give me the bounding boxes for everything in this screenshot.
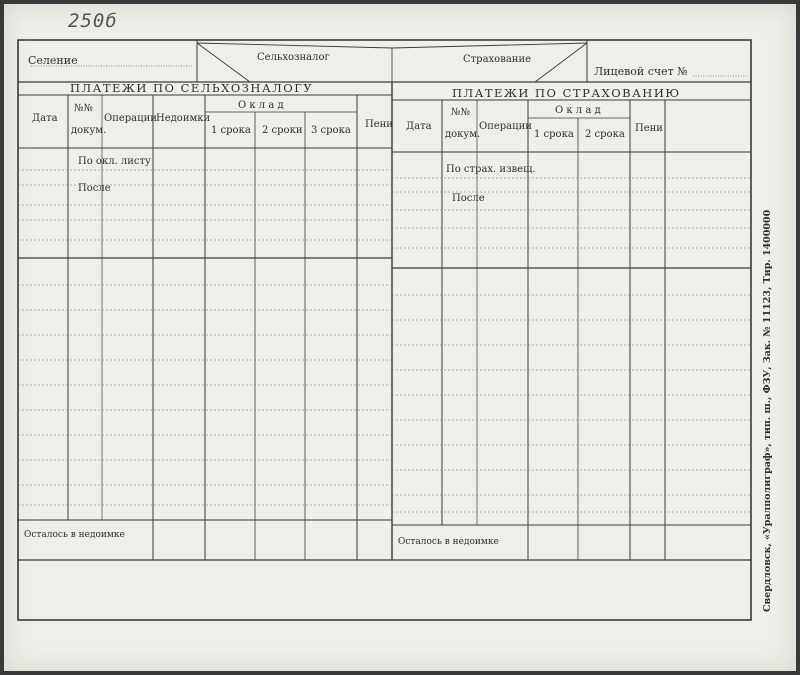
left-col-date: Дата <box>32 113 58 124</box>
left-row-by-salary-list: По окл. листу <box>78 156 151 167</box>
left-col-penalty: Пени <box>365 119 393 130</box>
right-col-operations: Операции <box>479 121 532 132</box>
left-col-term1: 1 срока <box>211 125 251 136</box>
left-col-salary-group: О к л а д <box>238 100 284 111</box>
right-col-doc-no: №№ <box>451 107 470 118</box>
right-col-term1: 1 срока <box>534 129 574 140</box>
right-col-penalty: Пени <box>635 123 663 134</box>
agri-tax-label: Сельхозналог <box>257 52 330 63</box>
village-label: Селение <box>28 54 78 67</box>
left-col-operations: Операции <box>104 113 157 124</box>
left-footer-remaining: Осталось в недоимке <box>24 530 125 540</box>
right-col-term2: 2 срока <box>585 129 625 140</box>
right-col-salary-group: О к л а д <box>555 105 601 116</box>
right-col-doc-no-2: докум. <box>445 129 481 140</box>
right-footer-remaining: Осталось в недоимке <box>398 537 499 547</box>
handwritten-number: 250б <box>68 10 118 32</box>
printer-imprint: Свердловск, «Уралполиграф», тип. ш., ФЗУ, Зак. № 11123, Тир. 1400000 <box>762 209 773 612</box>
left-section-title: ПЛАТЕЖИ ПО СЕЛЬХОЗНАЛОГУ <box>70 81 314 95</box>
right-row-by-insurance-notice: По страх. извещ. <box>446 164 536 175</box>
left-col-arrears: Недоимки <box>156 113 211 124</box>
left-col-term2: 2 сроки <box>262 125 303 136</box>
left-row-after: После <box>78 183 111 194</box>
left-col-term3: 3 срока <box>311 125 351 136</box>
left-col-doc-no-2: докум. <box>71 125 107 136</box>
left-col-doc-no: №№ <box>74 103 93 114</box>
right-section-title: ПЛАТЕЖИ ПО СТРАХОВАНИЮ <box>452 86 681 100</box>
right-row-after: После <box>452 193 485 204</box>
insurance-label: Страхование <box>463 54 532 65</box>
right-col-date: Дата <box>406 121 432 132</box>
account-number-label: Лицевой счет № <box>594 65 688 78</box>
